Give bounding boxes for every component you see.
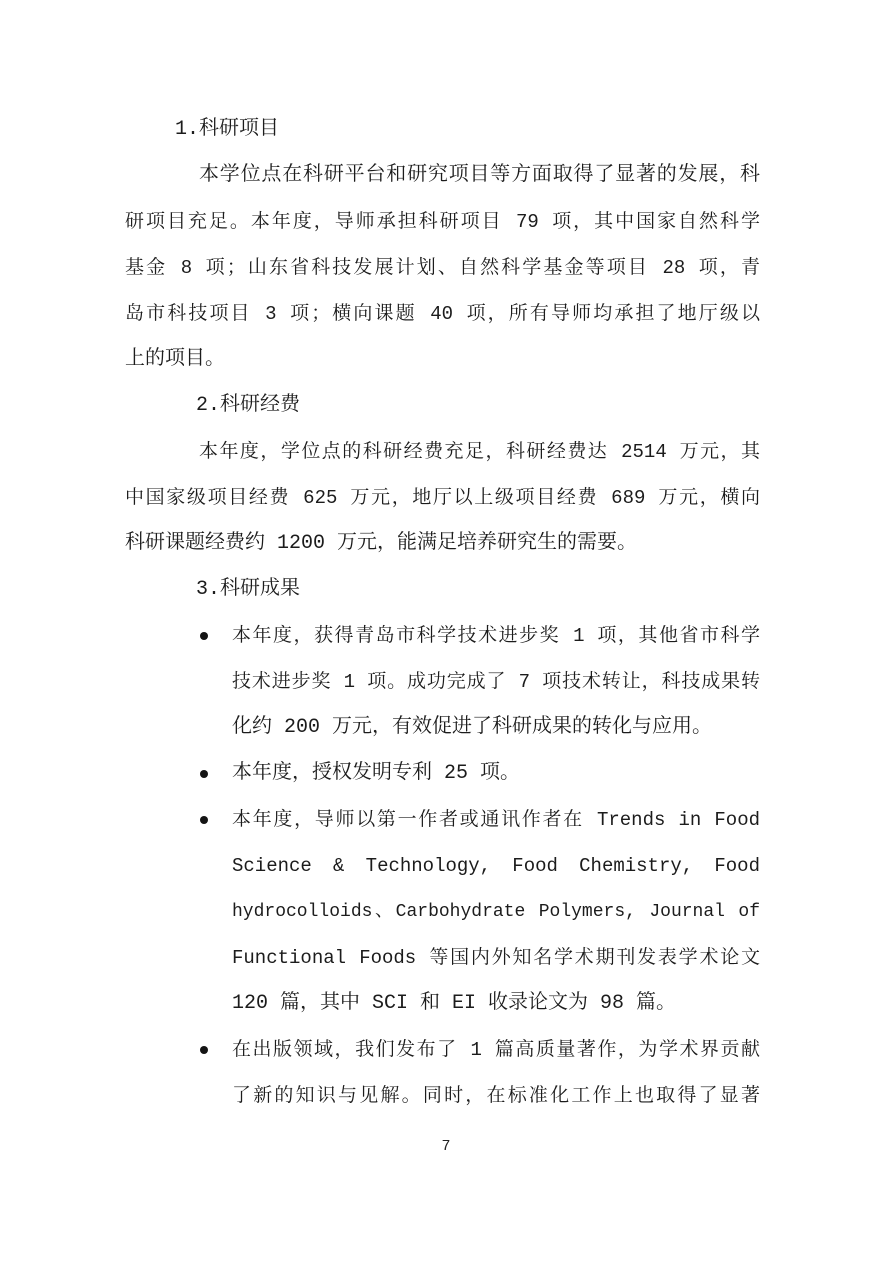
text-line: 本学位点在科研平台和研究项目等方面取得了显著的发展，科 [199,164,760,187]
text-line: hydrocolloids、Carbohydrate Polymers, Journal of [232,902,760,922]
text-line: 120 篇，其中 SCI 和 EI 收录论文为 98 篇。 [232,992,677,1015]
text-line: 本年度，导师以第一作者或通讯作者在 Trends in Food [232,809,760,831]
text-line: 本年度，授权发明专利 25 项。 [232,762,521,785]
section-heading: 3.科研成果 [196,578,301,601]
bullet-marker-column [200,613,232,751]
page-number: 7 [441,1138,451,1155]
text-line: 研项目充足。本年度，导师承担科研项目 79 项，其中国家自然科学 [125,211,760,233]
bullet-dot-icon [200,770,208,778]
bullet-text [232,1027,760,1119]
bullet-text [232,797,760,1027]
text-line: 技术进步奖 1 项。成功完成了 7 项技术转让，科技成果转 [232,671,760,693]
text-line: 了新的知识与见解。同时，在标准化工作上也取得了显著 [232,1085,760,1107]
bullet-dot-icon [200,816,208,824]
bullet-item [125,751,760,797]
text-line: 化约 200 万元，有效促进了科研成果的转化与应用。 [232,716,713,739]
text-line: Science & Technology, Food Chemistry, Food [232,855,760,877]
bullet-marker-column [200,1027,232,1119]
bullet-item [125,1027,760,1119]
bullet-item [125,613,760,751]
text-line: 本年度，学位点的科研经费充足，科研经费达 2514 万元，其 [199,441,760,463]
text-line: 岛市科技项目 3 项；横向课题 40 项，所有导师均承担了地厅级以 [125,303,760,325]
bullet-item [125,797,760,1027]
text-line: 基金 8 项；山东省科技发展计划、自然科学基金等项目 28 项，青 [125,257,760,279]
bullet-marker-column [200,797,232,1027]
text-line: 科研课题经费约 1200 万元，能满足培养研究生的需要。 [125,532,638,555]
bullet-dot-icon [200,632,208,640]
bullet-marker-column [200,751,232,797]
bullet-text [232,613,760,751]
text-line: 本年度，获得青岛市科学技术进步奖 1 项，其他省市科学 [232,625,760,647]
text-line: 在出版领域，我们发布了 1 篇高质量著作，为学术界贡献 [232,1039,760,1061]
section-heading: 2.科研经费 [196,394,301,417]
document-body [125,107,760,1119]
section-heading: 1.科研项目 [175,118,280,141]
text-line: 上的项目。 [125,348,225,371]
bullet-text [232,751,760,797]
bullet-dot-icon [200,1046,208,1054]
text-line: 中国家级项目经费 625 万元，地厅以上级项目经费 689 万元，横向 [125,487,760,509]
text-line: Functional Foods 等国内外知名学术期刊发表学术论文 [232,947,760,969]
